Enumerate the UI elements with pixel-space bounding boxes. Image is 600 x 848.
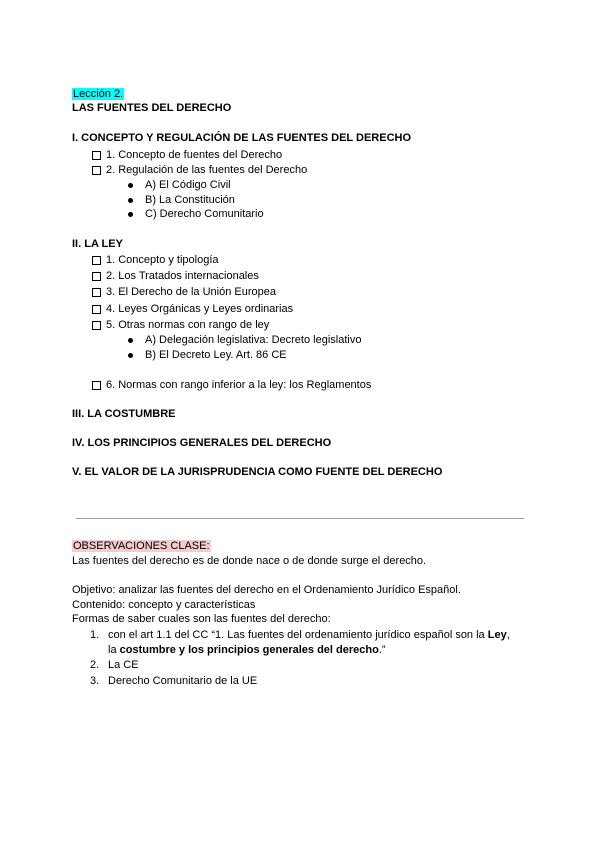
- section-1-subitem-c: [128, 207, 264, 221]
- list-number: 1.: [90, 629, 100, 641]
- section-1-heading: I. CONCEPTO Y REGULACIÓN DE LAS FUENTES DEL DERECHO: [72, 132, 412, 144]
- lesson-label-text: Lección 2.: [73, 88, 124, 100]
- item-label: 2. Los Tratados internacionales: [106, 270, 259, 282]
- checkbox[interactable]: [92, 256, 101, 265]
- checkbox[interactable]: [92, 166, 101, 175]
- checkbox[interactable]: [92, 381, 101, 390]
- checkbox[interactable]: [92, 321, 101, 330]
- checkbox[interactable]: [92, 288, 101, 297]
- section-2-item-4: [92, 302, 293, 316]
- section-1-subitem-a: [128, 178, 231, 192]
- list-item-bold: Ley: [487, 629, 507, 641]
- observations-list-item-3: [90, 674, 257, 688]
- list-item-bold: costumbre y los principios generales del derecho: [119, 644, 379, 656]
- checkbox[interactable]: [92, 151, 101, 160]
- observations-formas: Formas de saber cuales son las fuentes del derecho:: [72, 613, 331, 625]
- item-label: 1. Concepto de fuentes del Derecho: [106, 149, 283, 161]
- section-1-item-1: [92, 148, 282, 162]
- bullet-icon: [128, 212, 133, 217]
- item-label: 4. Leyes Orgánicas y Leyes ordinarias: [106, 303, 294, 315]
- observations-list-item-1: [90, 628, 510, 642]
- bullet-icon: [128, 198, 133, 203]
- bullet-icon: [128, 338, 133, 343]
- section-5-heading: V. EL VALOR DE LA JURISPRUDENCIA COMO FUENTE DEL DERECHO: [72, 466, 443, 478]
- section-4-heading: IV. LOS PRINCIPIOS GENERALES DEL DERECHO: [72, 437, 332, 449]
- list-number: 2.: [90, 659, 100, 671]
- section-2-subitem-b: [128, 348, 287, 362]
- item-label: 1. Concepto y tipología: [106, 254, 219, 266]
- section-2-item-5: [92, 318, 269, 332]
- list-item-text: Derecho Comunitario de la UE: [108, 675, 258, 687]
- item-label: 2. Regulación de las fuentes del Derecho: [106, 164, 308, 176]
- checkbox[interactable]: [92, 305, 101, 314]
- list-item-text-part: la: [108, 644, 120, 656]
- bullet-icon: [128, 183, 133, 188]
- subitem-label: B) La Constitución: [145, 194, 235, 206]
- subitem-label: B) El Decreto Ley. Art. 86 CE: [145, 349, 287, 361]
- list-item-text-part: con el art 1.1 del CC “1. Las fuentes del ordenamiento jurídico español son la: [108, 629, 488, 641]
- section-2-item-6: [92, 378, 371, 392]
- list-item-text: [108, 628, 510, 642]
- observations-title-text: OBSERVACIONES CLASE:: [73, 540, 210, 552]
- subitem-label: A) El Código Civil: [145, 179, 231, 191]
- section-2-item-2: [92, 269, 259, 283]
- lesson-label: [72, 87, 124, 101]
- item-label: 6. Normas con rango inferior a la ley: los Reglamentos: [106, 379, 372, 391]
- observations-title: [72, 539, 211, 553]
- bullet-icon: [128, 353, 133, 358]
- section-2-item-1: [92, 253, 219, 267]
- item-label: 5. Otras normas con rango de ley: [106, 319, 270, 331]
- observations-contenido: Contenido: concepto y características: [72, 599, 256, 611]
- section-1-subitem-b: [128, 193, 235, 207]
- section-1-item-2: [92, 163, 307, 177]
- checkbox[interactable]: [92, 272, 101, 281]
- subitem-label: C) Derecho Comunitario: [145, 208, 264, 220]
- observations-line-1: Las fuentes del derecho es de donde nace o de donde surge el derecho.: [72, 555, 427, 567]
- lesson-title: LAS FUENTES DEL DERECHO: [72, 102, 232, 114]
- list-item-text-part: ,: [506, 629, 510, 641]
- section-3-heading: III. LA COSTUMBRE: [72, 408, 176, 420]
- horizontal-divider: [76, 518, 524, 519]
- observations-list-item-1-line-2: [108, 643, 386, 657]
- list-number: 3.: [90, 675, 100, 687]
- list-item-text: La CE: [108, 659, 139, 671]
- section-2-heading: II. LA LEY: [72, 238, 123, 250]
- list-item-text-part: .”: [378, 644, 386, 656]
- section-2-subitem-a: [128, 333, 361, 347]
- section-2-item-3: [92, 285, 276, 299]
- subitem-label: A) Delegación legislativa: Decreto legislativo: [145, 334, 362, 346]
- item-label: 3. El Derecho de la Unión Europea: [106, 286, 276, 298]
- observations-objetivo: Objetivo: analizar las fuentes del derecho en el Ordenamiento Jurídico Español.: [72, 584, 461, 596]
- observations-list-item-2: [90, 658, 139, 672]
